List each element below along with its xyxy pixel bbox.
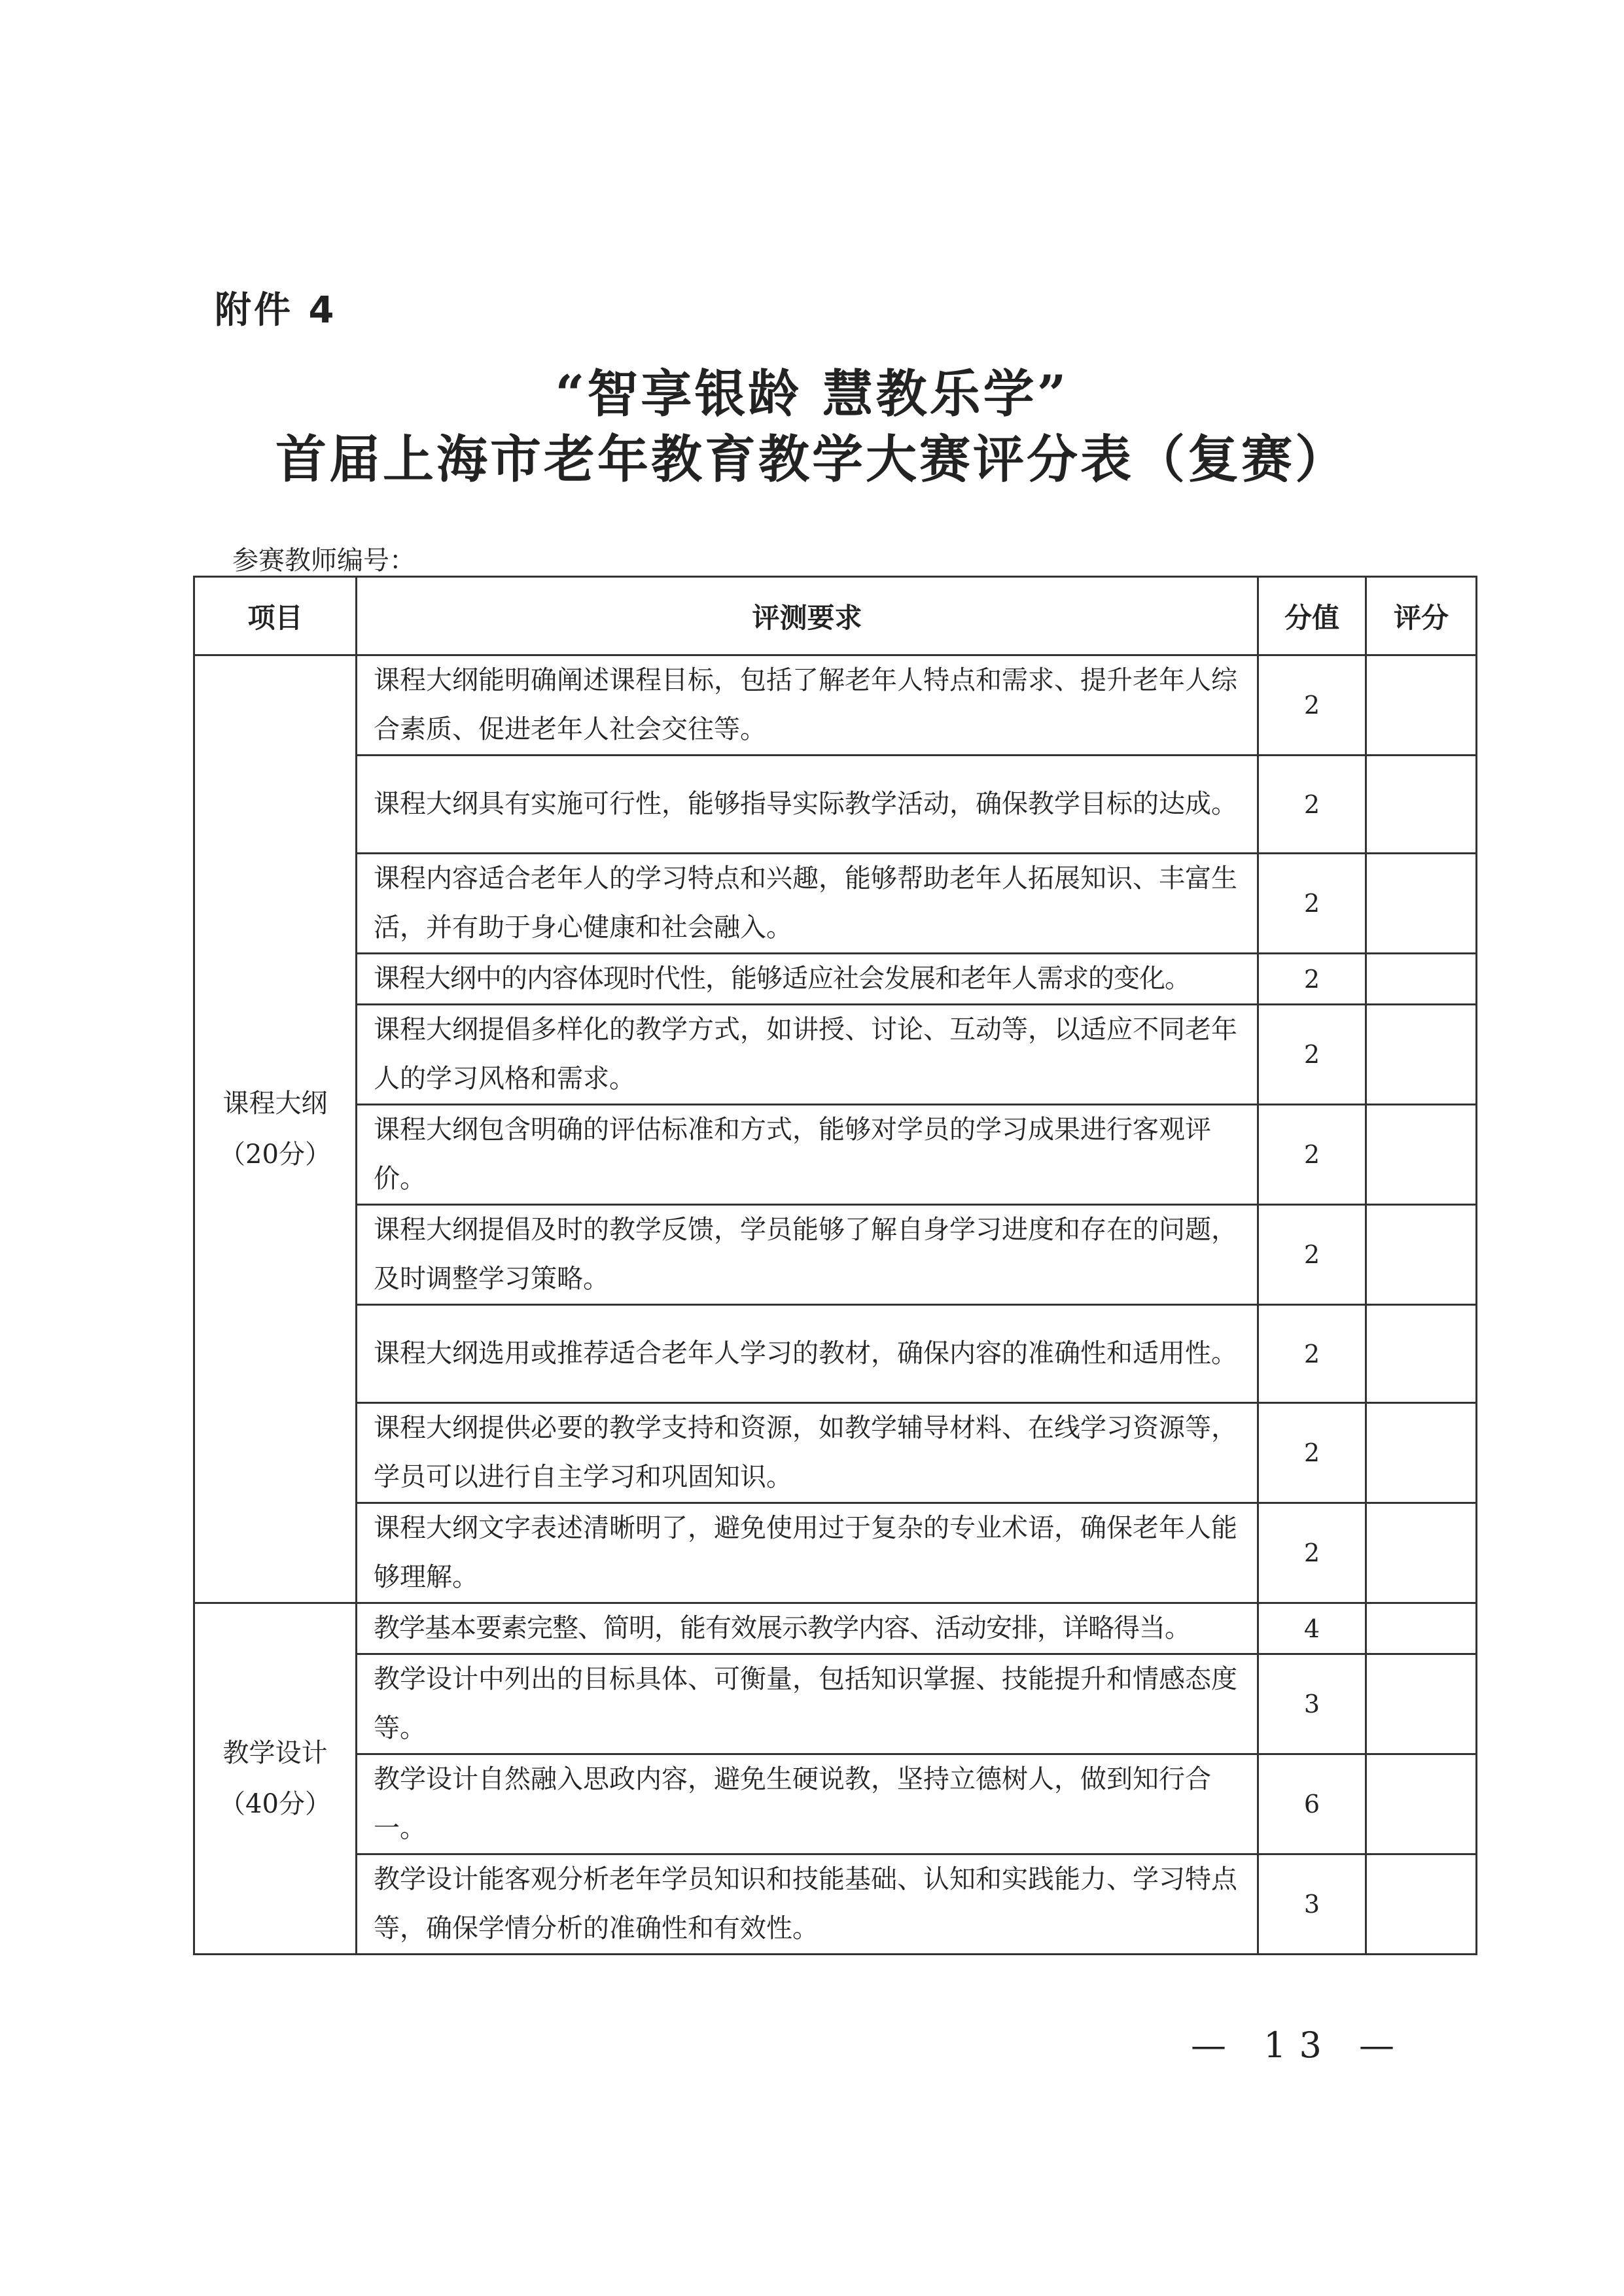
score-input-cell[interactable] [1366, 1105, 1477, 1205]
requirement-text: 课程大纲中的内容体现时代性，能够适应社会发展和老年人需求的变化。 [357, 954, 1258, 1005]
score-input-cell[interactable] [1366, 1754, 1477, 1854]
category-cell-teaching-design [194, 1603, 357, 1955]
score-value: 2 [1258, 1305, 1366, 1403]
requirement-text: 教学设计能客观分析老年学员知识和技能基础、认知和实践能力、学习特点等，确保学情分析的准确性和有效性。 [357, 1854, 1258, 1955]
score-value: 3 [1258, 1654, 1366, 1754]
page-number: — 13 — [1191, 2025, 1408, 2066]
category-name: 教学设计 [222, 1738, 328, 1768]
col-header-score-value: 分值 [1258, 577, 1366, 655]
table-row [194, 1305, 1477, 1403]
table-row [194, 1754, 1477, 1854]
table-row [194, 1105, 1477, 1205]
requirement-text: 课程大纲文字表述清晰明了，避免使用过于复杂的专业术语，确保老年人能够理解。 [357, 1503, 1258, 1603]
table-row [194, 756, 1477, 854]
col-header-item: 项目 [194, 577, 357, 655]
requirement-text: 课程大纲提倡及时的教学反馈，学员能够了解自身学习进度和存在的问题，及时调整学习策略。 [357, 1205, 1258, 1305]
requirement-text: 教学设计自然融入思政内容，避免生硬说教，坚持立德树人，做到知行合一。 [357, 1754, 1258, 1854]
table-row [194, 1403, 1477, 1503]
attachment-label: 附件 4 [215, 289, 337, 332]
category-cell-syllabus [194, 655, 357, 1603]
score-input-cell[interactable] [1366, 854, 1477, 954]
score-value: 2 [1258, 1005, 1366, 1105]
teacher-number-label: 参赛教师编号： [232, 546, 415, 576]
score-value: 2 [1258, 854, 1366, 954]
score-value: 2 [1258, 1503, 1366, 1603]
requirement-text: 教学基本要素完整、简明，能有效展示教学内容、活动安排，详略得当。 [357, 1603, 1258, 1654]
score-value: 2 [1258, 756, 1366, 854]
table-row [194, 1603, 1477, 1654]
score-input-cell[interactable] [1366, 1305, 1477, 1403]
score-value: 4 [1258, 1603, 1366, 1654]
score-input-cell[interactable] [1366, 1205, 1477, 1305]
score-value: 2 [1258, 1105, 1366, 1205]
score-input-cell[interactable] [1366, 1005, 1477, 1105]
score-input-cell[interactable] [1366, 1403, 1477, 1503]
requirement-text: 课程大纲具有实施可行性，能够指导实际教学活动，确保教学目标的达成。 [357, 756, 1258, 854]
score-value: 3 [1258, 1854, 1366, 1955]
table-row [194, 655, 1477, 756]
table-row [194, 854, 1477, 954]
requirement-text: 课程内容适合老年人的学习特点和兴趣，能够帮助老年人拓展知识、丰富生活，并有助于身心健康和社会融入。 [357, 854, 1258, 954]
category-points: （40分） [219, 1789, 331, 1819]
score-value: 6 [1258, 1754, 1366, 1854]
score-value: 2 [1258, 655, 1366, 756]
requirement-text: 课程大纲包含明确的评估标准和方式，能够对学员的学习成果进行客观评价。 [357, 1105, 1258, 1205]
col-header-requirements: 评测要求 [357, 577, 1258, 655]
table-row [194, 1854, 1477, 1955]
requirement-text: 课程大纲提供必要的教学支持和资源，如教学辅导材料、在线学习资源等，学员可以进行自主学习和巩固知识。 [357, 1403, 1258, 1503]
table-row [194, 1005, 1477, 1105]
score-input-cell[interactable] [1366, 1503, 1477, 1603]
requirement-text: 课程大纲提倡多样化的教学方式，如讲授、讨论、互动等，以适应不同老年人的学习风格和需求。 [357, 1005, 1258, 1105]
score-input-cell[interactable] [1366, 1654, 1477, 1754]
table-row [194, 1654, 1477, 1754]
score-value: 2 [1258, 954, 1366, 1005]
score-input-cell[interactable] [1366, 655, 1477, 756]
table-row [194, 1503, 1477, 1603]
title-line-2: 首届上海市老年教育教学大赛评分表（复赛） [275, 430, 1349, 489]
score-value: 2 [1258, 1205, 1366, 1305]
requirement-text: 课程大纲选用或推荐适合老年人学习的教材，确保内容的准确性和适用性。 [357, 1305, 1258, 1403]
col-header-score: 评分 [1366, 577, 1477, 655]
requirement-text: 教学设计中列出的目标具体、可衡量，包括知识掌握、技能提升和情感态度等。 [357, 1654, 1258, 1754]
scoring-table [193, 576, 1477, 1955]
category-name: 课程大纲 [222, 1088, 328, 1119]
score-input-cell[interactable] [1366, 756, 1477, 854]
table-row [194, 1205, 1477, 1305]
score-value: 2 [1258, 1403, 1366, 1503]
category-points: （20分） [219, 1139, 331, 1170]
score-input-cell[interactable] [1366, 1603, 1477, 1654]
title-line-1: “智享银龄 慧教乐学” [555, 364, 1069, 424]
score-input-cell[interactable] [1366, 1854, 1477, 1955]
score-input-cell[interactable] [1366, 954, 1477, 1005]
table-row [194, 954, 1477, 1005]
requirement-text: 课程大纲能明确阐述课程目标，包括了解老年人特点和需求、提升老年人综合素质、促进老年人社会交往等。 [357, 655, 1258, 756]
